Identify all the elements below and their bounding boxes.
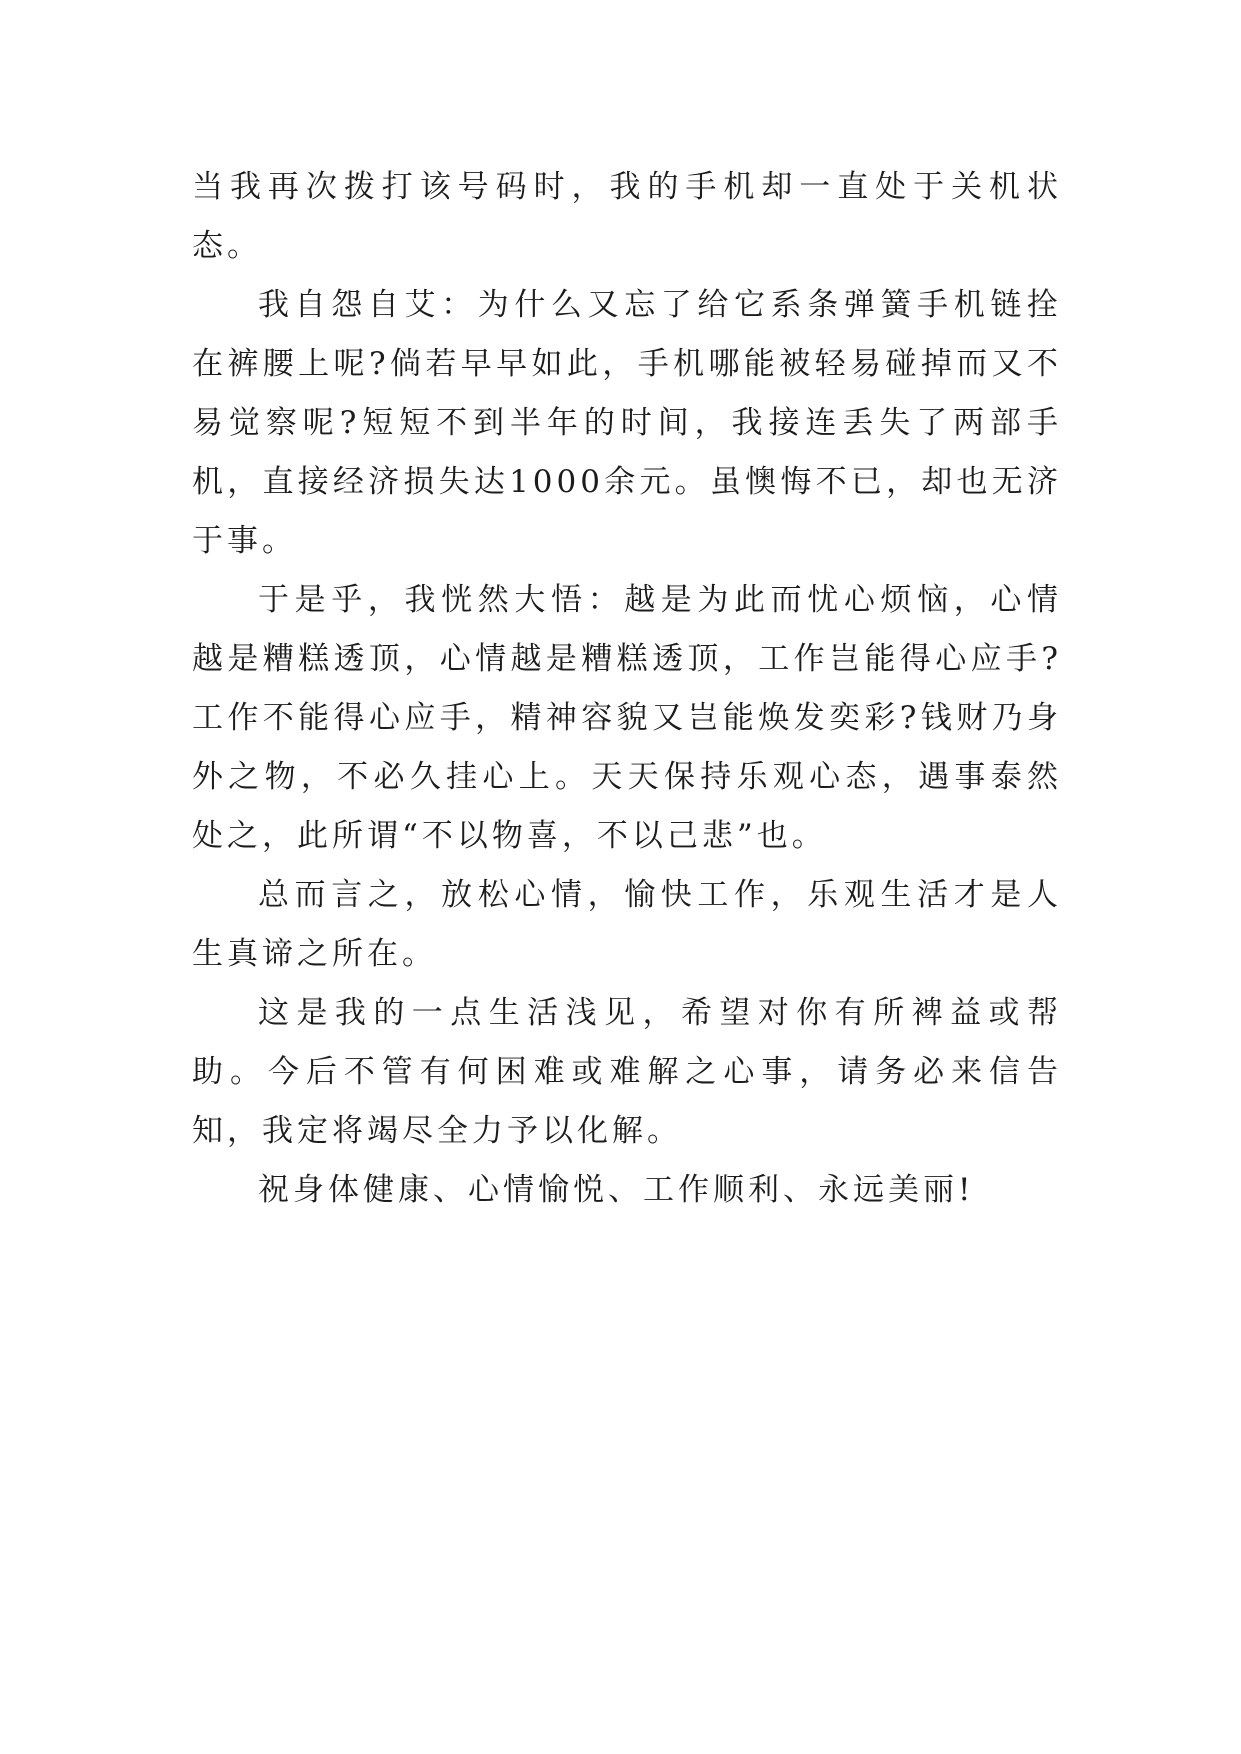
paragraph-4: 总而言之，放松心情，愉快工作，乐观生活才是人生真谛之所在。	[192, 877, 1062, 972]
paragraph-3: 于是乎，我恍然大悟：越是为此而忧心烦恼，心情越是糟糕透顶，心情越是糟糕透顶，工作岂能得心应手?工作不能得心应手，精神容貌又岂能焕发奕彩?钱财乃身外之物，不必久挂心上。天天保持乐观心态，遇事泰然处之，此所谓“不以物喜，不以己悲”也。	[192, 582, 1062, 854]
paragraph-5: 这是我的一点生活浅见，希望对你有所裨益或帮助。今后不管有何困难或难解之心事，请务必来信告知，我定将竭尽全力予以化解。	[192, 995, 1062, 1149]
paragraph-6: 祝身体健康、心情愉悦、工作顺利、永远美丽!	[258, 1172, 975, 1208]
document-body	[192, 158, 1062, 1220]
paragraph-1: 当我再次拨打该号码时，我的手机却一直处于关机状态。	[192, 169, 1062, 264]
paragraph-2: 我自怨自艾：为什么又忘了给它系条弹簧手机链拴在裤腰上呢?倘若早早如此，手机哪能被轻易碰掉而又不易觉察呢?短短不到半年的时间，我接连丢失了两部手机，直接经济损失达1000余元。虽懊悔不已，却也无济于事。	[192, 287, 1062, 559]
